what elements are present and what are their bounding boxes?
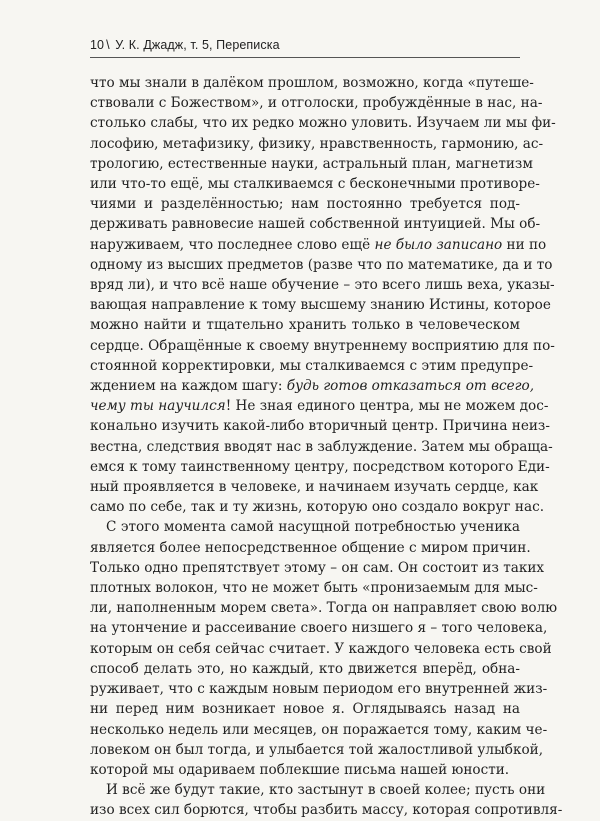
text-line <box>90 356 534 376</box>
text-run: ни перед ним возникает новое я. Оглядываясь назад на <box>90 701 520 718</box>
text-run: или что-то ещё, мы сталкиваемся с бесконечными противоре- <box>90 176 540 193</box>
text-run: руживает, что с каждым новым периодом его внутренней жиз- <box>90 681 548 698</box>
header-rule <box>90 57 520 58</box>
text-line <box>90 598 558 618</box>
text-run: что мы знали в далёком прошлом, возможно, когда «путеше- <box>90 75 534 91</box>
text-run: можно найти и тщательно хранить только в человеческом <box>90 317 520 334</box>
text-line <box>90 497 545 517</box>
text-line <box>90 437 553 457</box>
text-line <box>90 699 520 719</box>
text-run: сердце. Обращённые к своему внутреннему восприятию для по- <box>90 337 555 354</box>
text-run: которым он себя сейчас считает. У каждого человека есть свой <box>90 640 552 657</box>
text-run: держивать равновесие нашей собственной интуицией. Мы об- <box>90 216 541 233</box>
text-line <box>90 174 540 194</box>
text-run: столько слабы, что их редко можно уловить. Изучаем ли мы фи- <box>90 115 556 132</box>
text-line <box>90 134 544 154</box>
text-line <box>90 73 534 93</box>
text-line <box>90 558 545 578</box>
italic-phrase: чему ты научился <box>90 398 226 415</box>
text-run: вряд ли), и что всё наше обучение – это всего лишь веха, указы- <box>90 277 555 294</box>
page-number: 10 <box>90 38 105 52</box>
text-run: ! Не зная единого центра, мы не можем дос- <box>225 398 549 415</box>
header-separator: \ <box>106 38 110 52</box>
text-line <box>90 416 550 436</box>
text-run: емся к тому таинственному центру, посредством которого Еди- <box>90 458 550 475</box>
text-line <box>90 376 535 396</box>
text-run: является более непосредственное общение с миром причин. <box>90 539 531 556</box>
text-line <box>90 336 555 356</box>
text-line <box>90 457 550 477</box>
text-line <box>90 618 548 638</box>
text-line <box>90 760 520 780</box>
text-line <box>90 275 555 295</box>
text-run: ли, наполненным морем света». Тогда он направляет свою волю <box>90 600 558 617</box>
text-run: лософию, метафизику, физику, нравственность, гармонию, ас- <box>90 135 544 152</box>
text-line <box>90 477 539 497</box>
text-run: ни по <box>502 236 547 253</box>
text-line <box>90 295 551 315</box>
text-line <box>90 659 520 679</box>
text-line <box>90 639 552 659</box>
text-run: ждением на каждом шагу: <box>90 378 287 395</box>
text-run: изо всех сил борются, чтобы разбить массу, которая сопротивля- <box>90 802 563 819</box>
text-line <box>90 517 520 537</box>
text-line <box>90 800 563 820</box>
text-run: ловеком он был тогда, и улыбается той жалостливой улыбкой, <box>90 741 544 758</box>
text-run: С этого момента самой насущной потребностью ученика <box>106 519 520 536</box>
text-run: само по себе, так и ту жизнь, которую оно создало вокруг нас. <box>90 499 545 516</box>
text-line <box>90 214 541 234</box>
text-run: несколько недель или месяцев, он поражается тому, каким че- <box>90 721 548 738</box>
italic-phrase: будь готов отказаться от всего, <box>286 378 535 395</box>
body-text <box>90 73 563 821</box>
text-run: на утончение и рассеивание своего низшего я – того человека, <box>90 620 548 637</box>
text-line <box>90 93 543 113</box>
running-title: У. К. Джадж, т. 5, Переписка <box>115 38 280 52</box>
text-line <box>90 679 548 699</box>
text-run: вающая направление к тому высшему знанию Истины, которое <box>90 297 551 314</box>
text-line <box>90 315 520 335</box>
text-line <box>90 113 556 133</box>
text-line <box>90 194 520 214</box>
running-header <box>90 38 520 52</box>
text-run: стоянной корректировки, мы сталкиваемся с этим предупре- <box>90 357 534 374</box>
text-line <box>90 255 553 275</box>
text-line <box>90 396 549 416</box>
text-line <box>90 720 548 740</box>
text-run: трологию, естественные науки, астральный план, магнетизм <box>90 155 533 172</box>
text-run: способ делать это, но каждый, кто движется вперёд, обна- <box>90 660 520 677</box>
text-run: И всё же будут такие, кто застынут в своей колее; пусть они <box>106 782 546 799</box>
text-run: одному из высших предметов (разве что по математике, да и то <box>90 256 553 273</box>
text-run: чиями и разделённостью; нам постоянно требуется под- <box>90 196 520 213</box>
text-line <box>90 154 533 174</box>
text-run: ный проявляется в человеке, и начинаем изучать сердце, как <box>90 479 539 496</box>
text-line <box>90 578 538 598</box>
text-run: наруживаем, что последнее слово ещё <box>90 236 375 253</box>
text-run: конально изучить какой-либо вторичный центр. Причина неиз- <box>90 418 550 435</box>
text-run: вестна, следствия вводят нас в заблуждение. Затем мы обраща- <box>90 438 553 455</box>
text-run: плотных волокон, что не может быть «пронизаемым для мыс- <box>90 580 538 597</box>
text-run: которой мы одариваем поблекшие письма нашей юности. <box>90 761 510 778</box>
text-run: ствовали с Божеством», и отголоски, пробуждённые в нас, на- <box>90 95 543 112</box>
text-line <box>90 780 546 800</box>
text-line <box>90 538 531 558</box>
text-run: Только одно препятствует этому – он сам. Он состоит из таких <box>90 559 545 576</box>
italic-phrase: не было записано <box>374 236 503 253</box>
text-line <box>90 235 547 255</box>
